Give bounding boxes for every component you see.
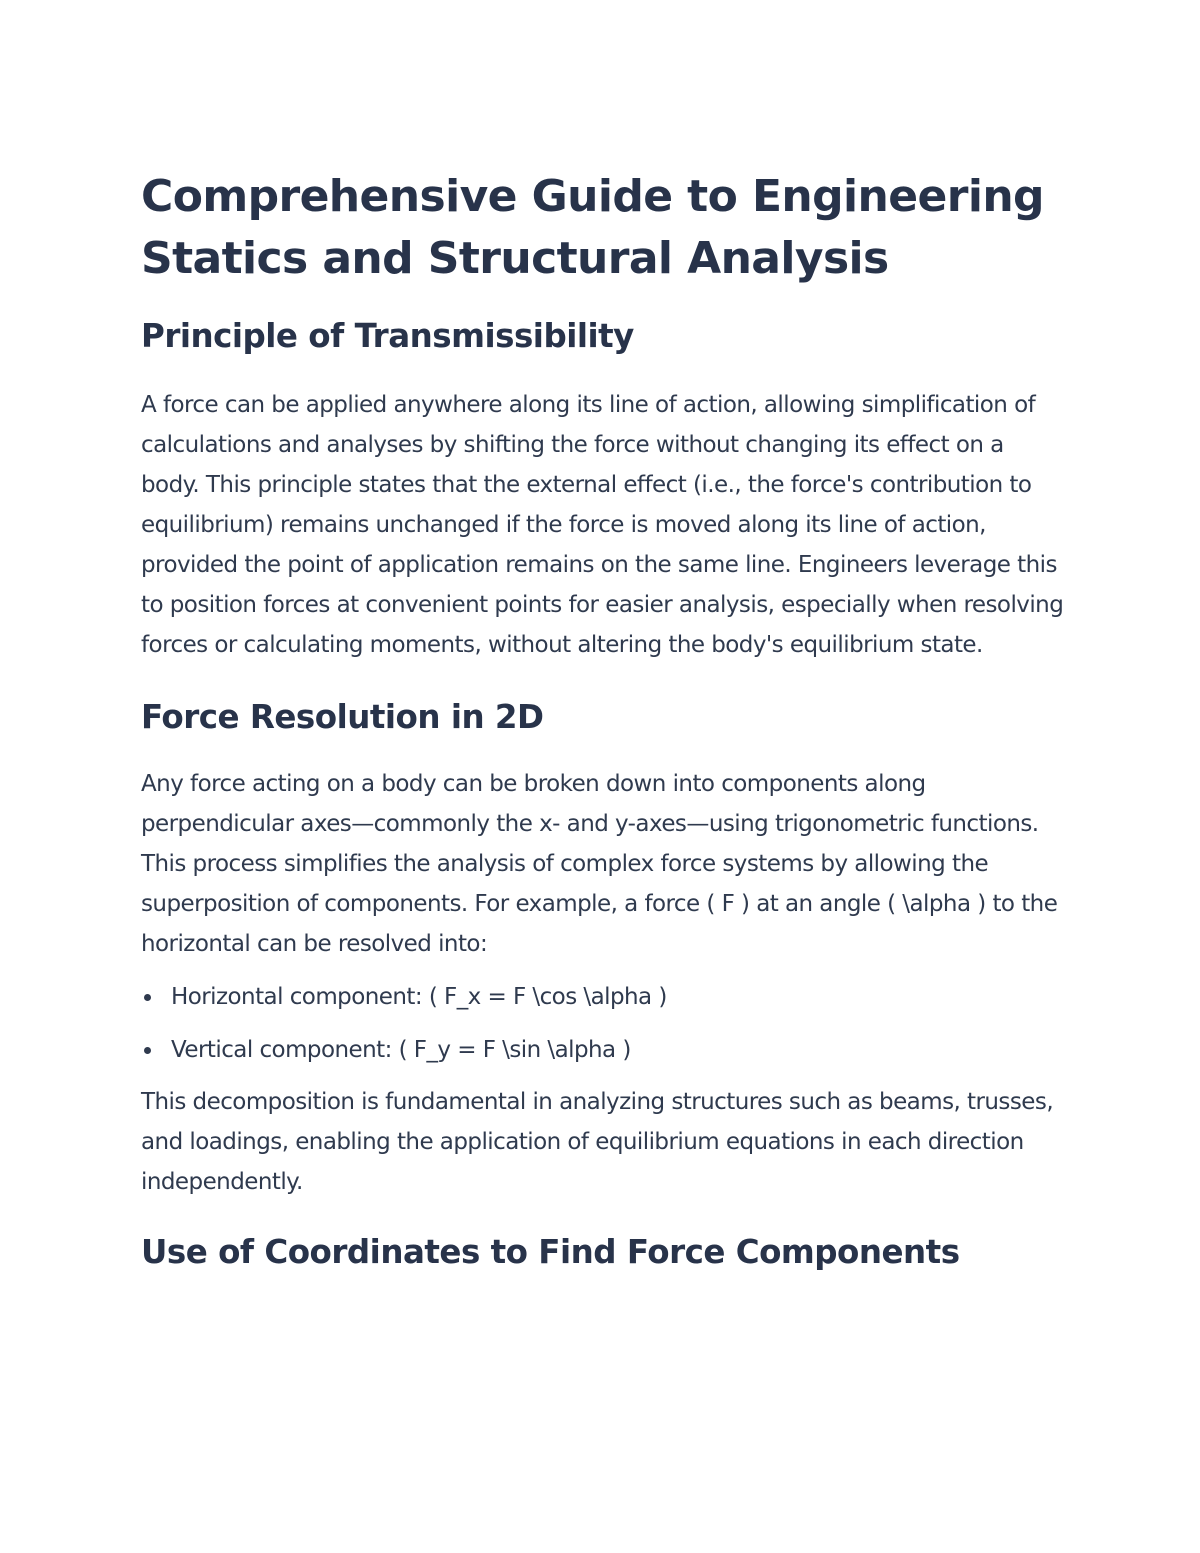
list-item-horizontal-component	[141, 977, 1066, 1017]
section-heading-coordinates: Use of Coordinates to Find Force Components	[141, 1233, 960, 1271]
list-item-vertical-component	[141, 1030, 1066, 1070]
list-item-text: Vertical component: ( F_y = F \sin \alpha )	[171, 1037, 631, 1063]
section-heading-force-resolution: Force Resolution in 2D	[141, 698, 544, 736]
section-paragraph-force-resolution: Any force acting on a body can be broken down into components along perpendicular axes—commonly the x- and y-axes—using trigonometric functions. This process simplifies the analysis of complex force systems by allowing the superposition of components. For example, a force ( F ) at an angle ( \alpha ) to the horizontal can be resolved into:	[141, 771, 1058, 957]
section-paragraph-decomposition: This decomposition is fundamental in analyzing structures such as beams, trusses, and loadings, enabling the application of equilibrium equations in each direction independently.	[141, 1089, 1054, 1195]
component-list	[141, 977, 1066, 1070]
document-page	[141, 166, 1066, 1274]
section-paragraph-transmissibility: A force can be applied anywhere along its line of action, allowing simplification of calculations and analyses by shifting the force without changing its effect on a body. This principle states that the external effect (i.e., the force's contribution to equilibrium) remains unchanged if the force is moved along its line of action, provided the point of application remains on the same line. Engineers leverage this to position forces at convenient points for easier analysis, especially when resolving forces or calculating moments, without altering the body's equilibrium state.	[141, 392, 1064, 658]
bullet-icon	[144, 994, 151, 1001]
document-title: Comprehensive Guide to Engineering Statics and Structural Analysis	[141, 171, 1044, 284]
section-heading-transmissibility: Principle of Transmissibility	[141, 317, 634, 355]
bullet-icon	[144, 1047, 151, 1054]
list-item-text: Horizontal component: ( F_x = F \cos \alpha )	[171, 984, 667, 1010]
